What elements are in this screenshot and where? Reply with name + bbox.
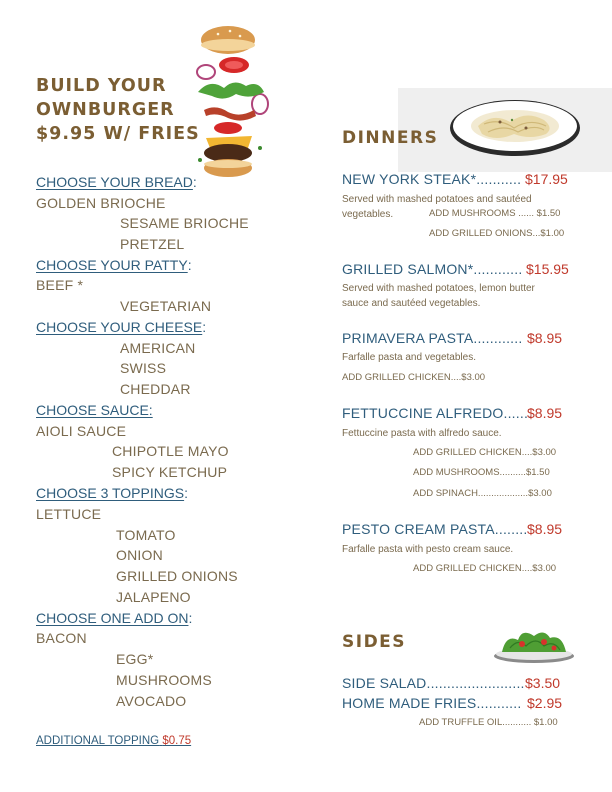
menu-item-description: Farfalle pasta and vegetables. (342, 352, 476, 363)
salad-image (492, 626, 576, 666)
menu-item-description-line-2: vegetables. (342, 209, 394, 220)
section-heading-patty: CHOOSE YOUR PATTY: (36, 257, 192, 273)
add-on-line: ADD GRILLED CHICKEN....$3.00 (342, 372, 486, 383)
add-on-line: ADD GRILLED CHICKEN....$3.00 (413, 563, 557, 574)
option-tomato: TOMATO (116, 527, 176, 543)
add-on-line: ADD MUSHROOMS..........$1.50 (413, 467, 550, 478)
menu-item-price: $3.50 (525, 675, 561, 691)
menu-item-name: SIDE SALAD........................ (342, 675, 525, 691)
additional-topping-note (36, 735, 191, 747)
option-mushrooms: MUSHROOMS (116, 672, 212, 688)
burger-illustration (190, 20, 275, 180)
option-egg: EGG* (116, 651, 154, 667)
sides-heading: SIDES (342, 632, 407, 652)
burger-title-line-2: OWNBURGER (36, 100, 175, 120)
menu-item-description: Fettuccine pasta with alfredo sauce. (342, 428, 502, 439)
option-bacon: BACON (36, 630, 87, 646)
option-golden-brioche: GOLDEN BRIOCHE (36, 195, 166, 211)
pasta-plate-image (448, 98, 584, 162)
add-on-line: ADD TRUFFLE OIL........... $1.00 (419, 717, 558, 728)
option-lettuce: LETTUCE (36, 506, 102, 522)
menu-item-name: FETTUCCINE ALFREDO....... (342, 405, 533, 421)
option-vegetarian: VEGETARIAN (120, 298, 212, 314)
menu-item-name: HOME MADE FRIES........... (342, 695, 522, 711)
menu-item-name: PRIMAVERA PASTA............ (342, 330, 523, 346)
option-pretzel: PRETZEL (120, 236, 185, 252)
add-on-line: ADD SPINACH...................$3.00 (413, 488, 552, 499)
menu-item-description: Served with mashed potatoes and sautéed (342, 194, 532, 205)
menu-item-price: $8.95 (527, 330, 563, 346)
add-on-line: ADD GRILLED CHICKEN....$3.00 (413, 447, 557, 458)
section-heading-bread: CHOOSE YOUR BREAD: (36, 174, 197, 190)
section-heading-sauce: CHOOSE SAUCE: (36, 402, 153, 418)
menu-item-name: NEW YORK STEAK*........... (342, 171, 522, 187)
menu-item-price: $17.95 (525, 171, 568, 187)
option-spicy-ketchup: SPICY KETCHUP (112, 464, 228, 480)
menu-item-description: Served with mashed potatoes, lemon butter (342, 283, 535, 294)
add-on-line: ADD GRILLED ONIONS...$1.00 (429, 228, 565, 239)
section-heading-cheese: CHOOSE YOUR CHEESE: (36, 319, 207, 335)
menu-item-price: $15.95 (526, 261, 569, 277)
option-american: AMERICAN (120, 340, 196, 356)
add-on-line: ADD MUSHROOMS ...... $1.50 (429, 208, 561, 219)
burger-title-line-3: $9.95 W/ FRIES (36, 124, 200, 144)
section-heading-add-on: CHOOSE ONE ADD ON: (36, 610, 193, 626)
option-chipotle-mayo: CHIPOTLE MAYO (112, 443, 229, 459)
additional-topping-label: ADDITIONAL TOPPING (36, 735, 160, 747)
option-swiss: SWISS (120, 360, 167, 376)
burger-title-line-1: BUILD YOUR (36, 76, 167, 96)
additional-topping-price: $0.75 (162, 735, 192, 747)
menu-item-description-line-2: sauce and sautéed vegetables. (342, 298, 481, 309)
menu-item-description: Farfalle pasta with pesto cream sauce. (342, 544, 514, 555)
section-heading-toppings: CHOOSE 3 TOPPINGS: (36, 485, 188, 501)
option-onion: ONION (116, 547, 163, 563)
menu-item-price: $2.95 (527, 695, 563, 711)
menu-item-name: GRILLED SALMON*............ (342, 261, 523, 277)
option-aioli-sauce: AIOLI SAUCE (36, 423, 127, 439)
dinners-heading: DINNERS (342, 128, 439, 148)
option-cheddar: CHEDDAR (120, 381, 191, 397)
option-jalapeno: JALAPENO (116, 589, 191, 605)
option-grilled-onions: GRILLED ONIONS (116, 568, 238, 584)
menu-item-price: $8.95 (527, 405, 563, 421)
option-sesame-brioche: SESAME BRIOCHE (120, 215, 249, 231)
menu-item-price: $8.95 (527, 521, 563, 537)
option-avocado: AVOCADO (116, 693, 187, 709)
menu-item-name: PESTO CREAM PASTA........ (342, 521, 528, 537)
option-beef: BEEF * (36, 277, 84, 293)
